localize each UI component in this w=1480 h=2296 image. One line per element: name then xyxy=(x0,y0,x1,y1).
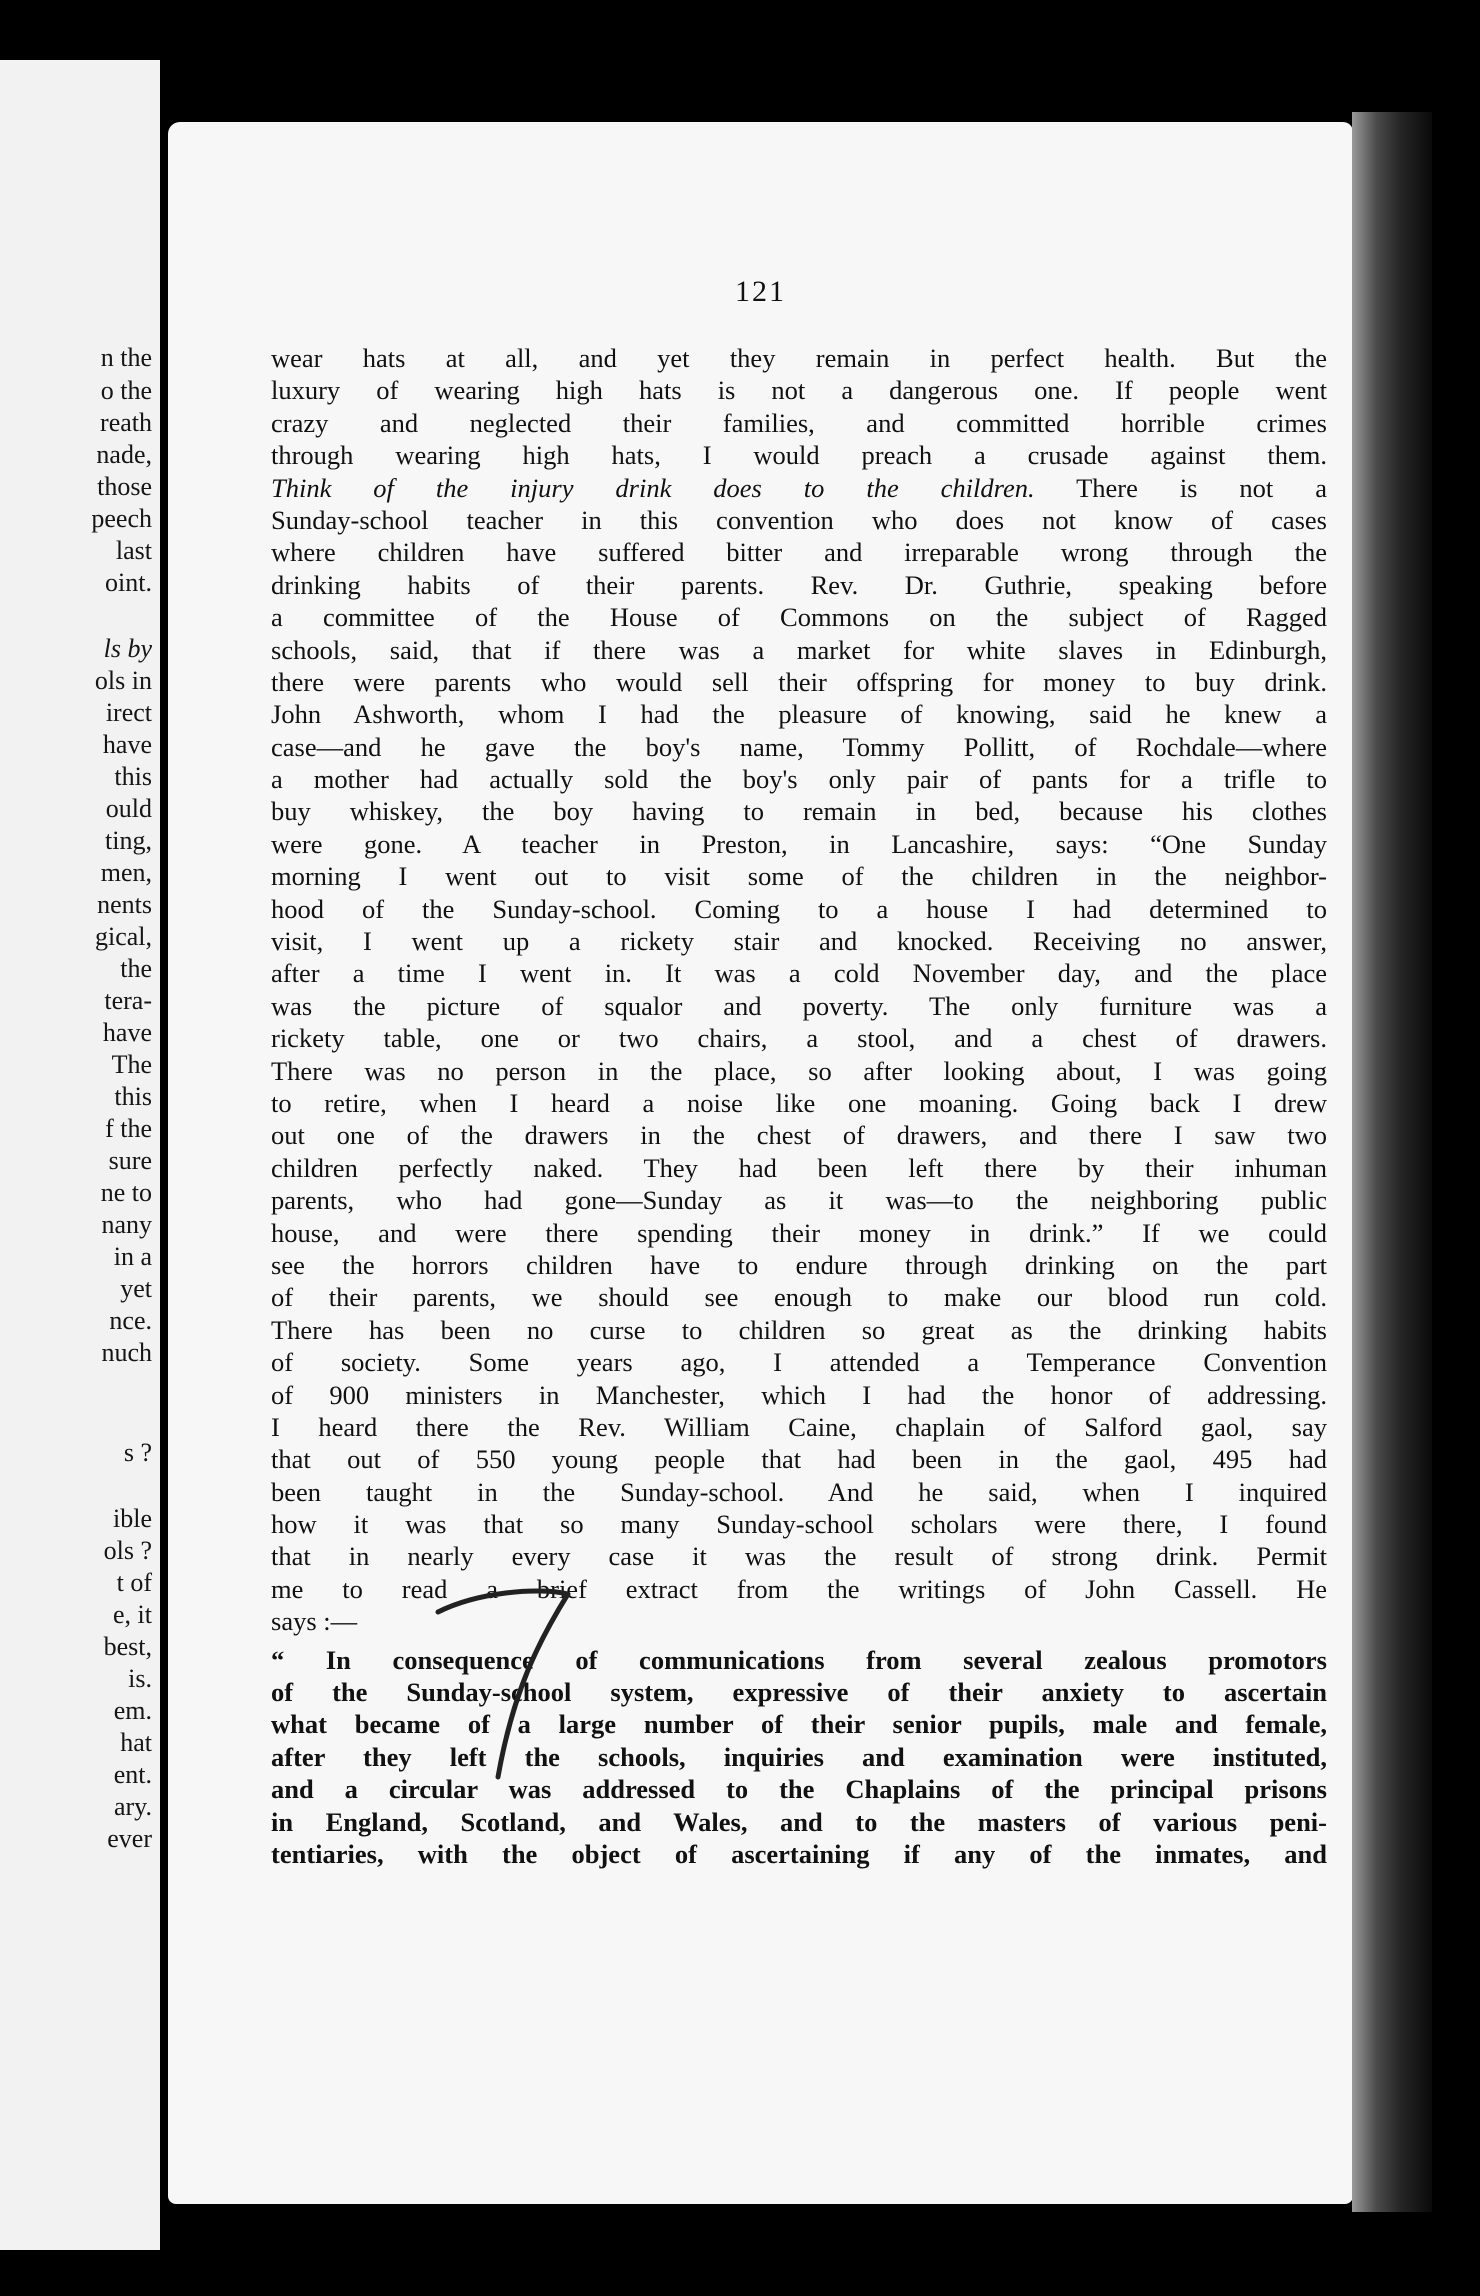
text-line: morning I went out to visit some of the children in the neighbor- xyxy=(271,861,1327,892)
text-line: were gone. A teacher in Preston, in Lancashire, says: “One Sunday xyxy=(271,828,1327,859)
italic-phrase: Think of the injury drink does to the children. xyxy=(271,472,1035,503)
facing-page-text-fragment: o the xyxy=(100,376,152,405)
facing-page-text-fragment: nce. xyxy=(109,1306,152,1335)
facing-page-text-fragment: nuch xyxy=(101,1338,152,1367)
facing-page-text-fragment: gical, xyxy=(94,922,152,951)
text-line: how it was that so many Sunday-school scholars were there, I found xyxy=(271,1509,1327,1540)
facing-page-text-fragment: nany xyxy=(101,1210,152,1239)
text-line: of their parents, we should see enough to make our blood run cold. xyxy=(271,1282,1327,1313)
text-fragment: There is not a xyxy=(1076,472,1327,503)
quote-line: “ In consequence of communications from several zealous promotors xyxy=(271,1644,1327,1675)
text-line: Sunday-school teacher in this convention who does not know of cases xyxy=(271,504,1327,535)
text-line: a committee of the House of Commons on the subject of Ragged xyxy=(271,602,1327,633)
facing-page-text-fragment: men, xyxy=(100,858,152,887)
text-line: I heard there the Rev. William Caine, chaplain of Salford gaol, say xyxy=(271,1411,1327,1442)
text-line: hood of the Sunday-school. Coming to a house I had determined to xyxy=(271,893,1327,924)
facing-page-text-fragment: tera- xyxy=(104,986,152,1015)
text-line: to retire, when I heard a noise like one moaning. Going back I drew xyxy=(271,1087,1327,1118)
text-line: crazy and neglected their families, and committed horrible crimes xyxy=(271,407,1327,438)
facing-page-text-fragment: sure xyxy=(108,1146,152,1175)
facing-page-text-fragment: n the xyxy=(100,343,152,372)
facing-page-text-fragment: last xyxy=(115,536,152,565)
facing-page-text-fragment: ls by xyxy=(103,634,152,663)
text-line: children perfectly naked. They had been left there by their inhuman xyxy=(271,1152,1327,1183)
facing-page-text-fragment: hat xyxy=(120,1728,152,1757)
facing-page-text-fragment: ols in xyxy=(94,666,152,695)
facing-page-text-fragment: ent. xyxy=(113,1760,152,1789)
facing-page-text-fragment: f the xyxy=(105,1114,152,1143)
text-line: buy whiskey, the boy having to remain in bed, because his clothes xyxy=(271,796,1327,827)
facing-page-text-fragment: ary. xyxy=(113,1792,152,1821)
quote-line: after they left the schools, inquiries and examination were instituted, xyxy=(271,1741,1327,1772)
text-line: through wearing high hats, I would preach a crusade against them. xyxy=(271,440,1327,471)
facing-page-text-fragment: reath xyxy=(100,408,152,437)
text-line: says :— xyxy=(271,1606,358,1637)
text-line: rickety table, one or two chairs, a stool, and a chest of drawers. xyxy=(271,1023,1327,1054)
quote-line: what became of a large number of their senior pupils, male and female, xyxy=(271,1709,1327,1740)
facing-page-text-fragment: the xyxy=(120,954,152,983)
text-line: house, and were there spending their money in drink.” If we could xyxy=(271,1217,1327,1248)
text-line: case—and he gave the boy's name, Tommy Pollitt, of Rochdale—where xyxy=(271,731,1327,762)
facing-page-text-fragment: nents xyxy=(97,890,152,919)
text-line: there were parents who would sell their offspring for money to buy drink. xyxy=(271,666,1327,697)
facing-page-text-fragment: peech xyxy=(91,504,152,533)
facing-page-text-fragment: have xyxy=(102,1018,152,1047)
facing-page-text-fragment: The xyxy=(111,1050,152,1079)
text-line: see the horrors children have to endure through drinking on the part xyxy=(271,1249,1327,1280)
text-line-italic xyxy=(271,472,1327,504)
facing-page-text-fragment: is. xyxy=(128,1664,152,1693)
facing-page-text-fragment: e, it xyxy=(113,1600,152,1629)
facing-page-text-fragment: in a xyxy=(113,1242,152,1271)
quote-line: of the Sunday-school system, expressive of their anxiety to ascertain xyxy=(271,1677,1327,1708)
facing-page-text-fragment: em. xyxy=(113,1696,152,1725)
text-line: of society. Some years ago, I attended a Temperance Convention xyxy=(271,1347,1327,1378)
text-line: me to read a brief extract from the writings of John Cassell. He xyxy=(271,1573,1327,1604)
quote-line: tentiaries, with the object of ascertaining if any of the inmates, and xyxy=(271,1838,1327,1869)
text-line: visit, I went up a rickety stair and knocked. Receiving no answer, xyxy=(271,926,1327,957)
facing-page-text-fragment: this xyxy=(114,1082,152,1111)
text-line: out one of the drawers in the chest of drawers, and there I saw two xyxy=(271,1120,1327,1151)
quote-line: and a circular was addressed to the Chaplains of the principal prisons xyxy=(271,1774,1327,1805)
text-line: wear hats at all, and yet they remain in perfect health. But the xyxy=(271,343,1327,373)
facing-page-text-fragment: ne to xyxy=(100,1178,152,1207)
text-line: drinking habits of their parents. Rev. Dr. Guthrie, speaking before xyxy=(271,569,1327,600)
facing-page-text-fragment: ever xyxy=(107,1824,152,1853)
text-line: of 900 ministers in Manchester, which I had the honor of addressing. xyxy=(271,1379,1327,1410)
text-line: There was no person in the place, so after looking about, I was going xyxy=(271,1055,1327,1086)
facing-page-text-fragment: ould xyxy=(105,794,152,823)
quote-line: in England, Scotland, and Wales, and to the masters of various peni- xyxy=(271,1806,1327,1837)
text-line: parents, who had gone—Sunday as it was—to the neighboring public xyxy=(271,1185,1327,1216)
facing-page-text-fragment: those xyxy=(97,472,152,501)
text-line: after a time I went in. It was a cold November day, and the place xyxy=(271,958,1327,989)
text-line: that out of 550 young people that had been in the gaol, 495 had xyxy=(271,1444,1327,1475)
text-line: a mother had actually sold the boy's only pair of pants for a trifle to xyxy=(271,764,1327,795)
facing-page-text-fragment: nade, xyxy=(96,440,152,469)
pencil-annotation xyxy=(418,1582,588,1782)
facing-page-text-fragment: yet xyxy=(120,1274,152,1303)
facing-page-text-fragment: t of xyxy=(116,1568,152,1597)
text-line: luxury of wearing high hats is not a dangerous one. If people went xyxy=(271,375,1327,406)
facing-page-text-fragment: oint. xyxy=(105,568,152,597)
facing-page-text-fragment: this xyxy=(114,762,152,791)
text-line: where children have suffered bitter and irreparable wrong through the xyxy=(271,537,1327,568)
text-line: John Ashworth, whom I had the pleasure of knowing, said he knew a xyxy=(271,699,1327,730)
facing-page-text-fragment: ting, xyxy=(105,826,152,855)
text-line: schools, said, that if there was a market for white slaves in Edinburgh, xyxy=(271,634,1327,665)
facing-page-text-fragment: ols ? xyxy=(103,1536,152,1565)
text-line: that in nearly every case it was the result of strong drink. Permit xyxy=(271,1541,1327,1572)
facing-page-text-fragment: have xyxy=(102,730,152,759)
book-page xyxy=(168,122,1353,2204)
facing-page-text-fragment: irect xyxy=(105,698,152,727)
facing-page-fragment xyxy=(0,60,160,2250)
page-number: 121 xyxy=(735,275,786,308)
facing-page-text-fragment: ible xyxy=(113,1504,152,1533)
book-page-edge xyxy=(1352,112,1432,2212)
text-line: been taught in the Sunday-school. And he said, when I inquired xyxy=(271,1476,1327,1507)
facing-page-text-fragment: best, xyxy=(103,1632,152,1661)
facing-page-text-fragment: s ? xyxy=(123,1438,152,1467)
text-line: was the picture of squalor and poverty. The only furniture was a xyxy=(271,990,1327,1021)
text-line: There has been no curse to children so great as the drinking habits xyxy=(271,1314,1327,1345)
